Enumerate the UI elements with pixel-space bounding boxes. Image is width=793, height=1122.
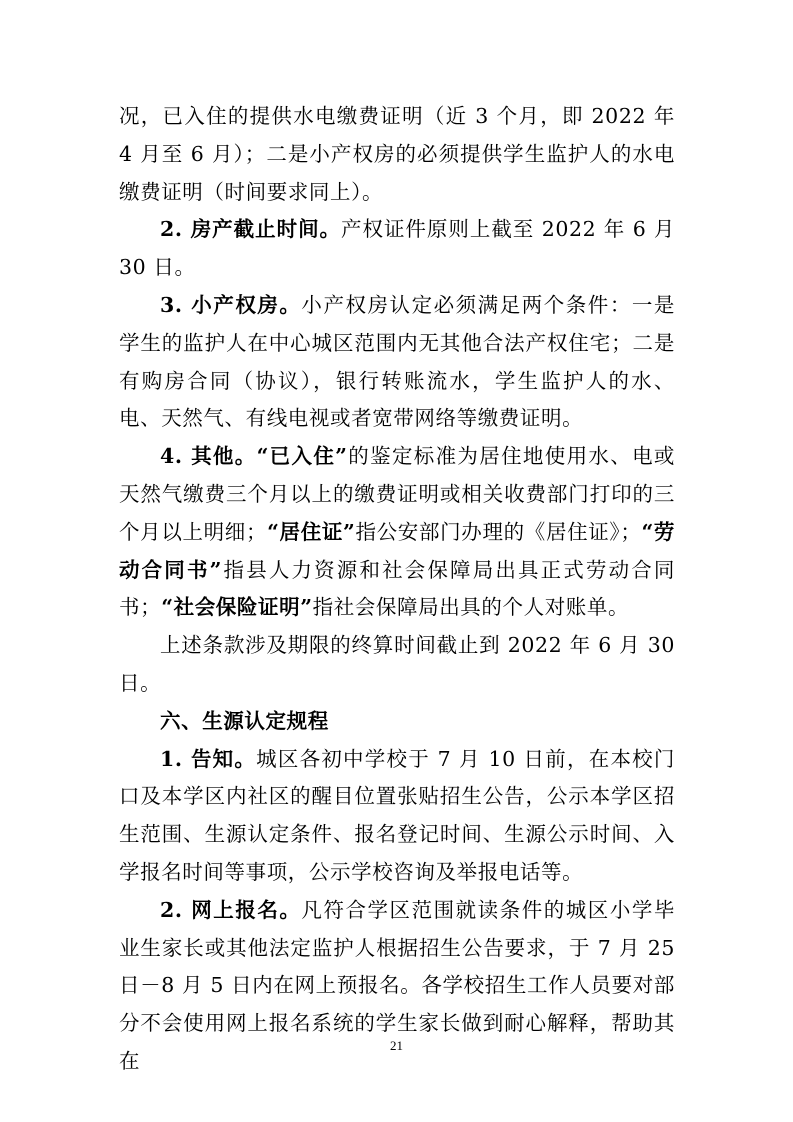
paragraph-text: 指县人力资源和社会保障局出具正式劳动合同书；	[119, 557, 676, 620]
paragraph-proof-of-residence	[119, 98, 675, 211]
paragraph-deadline-note	[119, 627, 675, 703]
paragraph-notification	[119, 741, 675, 892]
paragraph-lead: 2. 网上报名。	[160, 897, 302, 922]
document-body	[119, 98, 675, 1081]
paragraph-small-property	[119, 287, 675, 438]
paragraph-text: 城区各初中学校于 7 月 10 日前，在本校门口及本学区内社区的醒目位置张贴招生公告，公示本学区招生范围、生源认定条件、报名登记时间、生源公示时间、入学报名时间等事项，公示学校咨询及举报电话等。	[119, 746, 675, 884]
paragraph-lead: 3. 小产权房。	[160, 292, 302, 317]
paragraph-text: 产权证件原则上截至 2022 年 6 月 30 日。	[119, 217, 675, 280]
term-labor-contract: “劳动合同书”	[119, 519, 675, 582]
paragraph-text: 指公安部门办理的《居住证》；	[355, 519, 642, 544]
paragraph-other-definitions	[119, 438, 675, 627]
paragraph-lead: 1. 告知。	[160, 746, 257, 771]
paragraph-text: 况，已入住的提供水电缴费证明（近 3 个月，即 2022 年 4 月至 6 月）；二是小产权房的必须提供学生监护人的水电缴费证明（时间要求同上）。	[119, 104, 675, 204]
term-residence-permit: “居住证”	[267, 519, 356, 544]
paragraph-text: 的鉴定标准为居住地使用水、电或天然气缴费三个月以上的缴费证明或相关收费部门打印的三个月以上明细；	[119, 444, 675, 544]
paragraph-lead: 4. 其他。	[160, 444, 257, 469]
paragraph-property-deadline	[119, 211, 675, 287]
page-number: 21	[390, 1038, 403, 1053]
paragraph-text: 凡符合学区范围就读条件的城区小学毕业生家长或其他法定监护人根据招生公告要求，于 7 月 25 日－8 月 5 日内在网上预报名。各学校招生工作人员要对部分不会使用网上报名系统的学生家长做到耐心解释，帮助其在	[119, 897, 675, 1073]
term-social-insurance: “社会保险证明”	[161, 595, 313, 620]
paragraph-lead: 2. 房产截止时间。	[160, 217, 342, 242]
paragraph-text: 指社会保障局出具的个人对账单。	[312, 595, 630, 620]
term-resided: “已入住”	[256, 444, 348, 469]
paragraph-text: 小产权房认定必须满足两个条件：一是学生的监护人在中心城区范围内无其他合法产权住宅；二是有购房合同（协议），银行转账流水，学生监护人的水、电、天然气、有线电视或者宽带网络等缴费证明。	[119, 292, 675, 431]
paragraph-text: 上述条款涉及期限的终算时间截止到 2022 年 6 月 30 日。	[119, 633, 675, 695]
section-heading: 六、生源认定规程	[160, 708, 329, 733]
